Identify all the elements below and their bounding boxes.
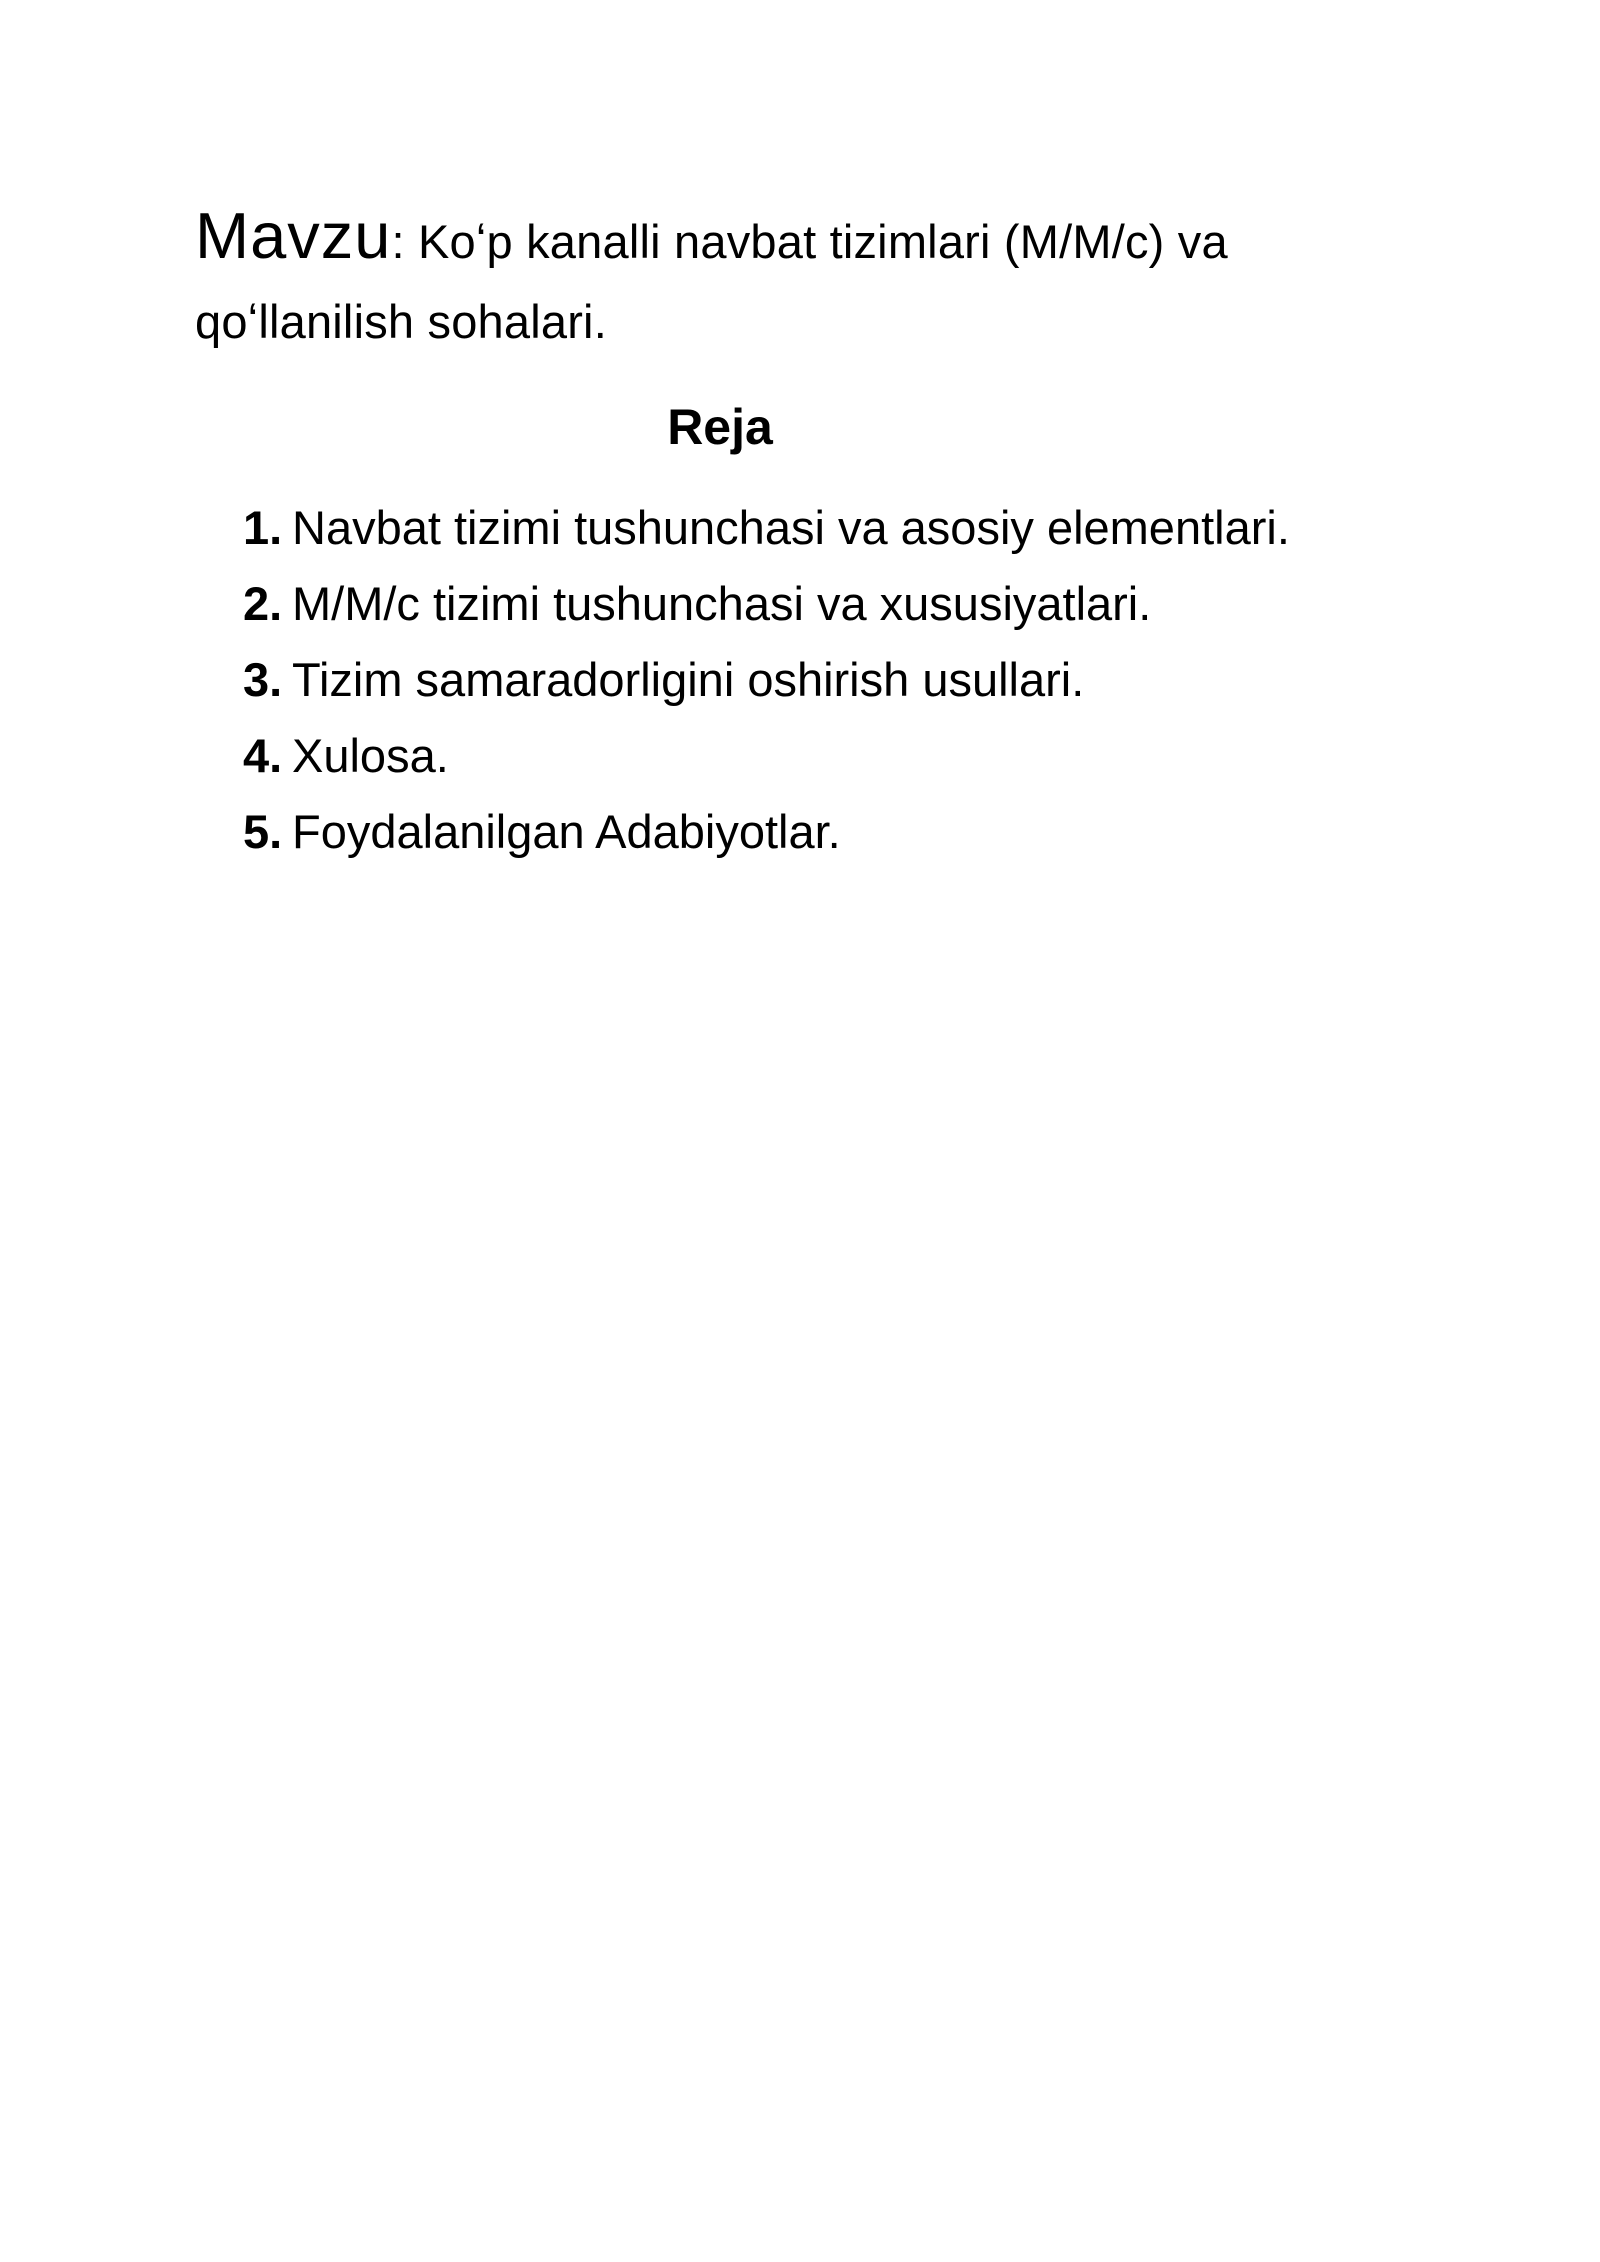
plan-item-number: 3. [243, 653, 283, 706]
plan-item-text: Xulosa. [292, 729, 449, 782]
plan-item-3 [243, 642, 1443, 718]
plan-item-text: Foydalanilgan Adabiyotlar. [292, 805, 841, 858]
plan-item-number: 1. [243, 501, 283, 554]
plan-item-number: 2. [243, 577, 283, 630]
topic-colon: : [391, 215, 418, 268]
plan-item-text: Tizim samaradorligini oshirish usullari. [292, 653, 1085, 706]
plan-item-number: 5. [243, 805, 283, 858]
topic-label: Mavzu [195, 199, 392, 272]
plan-list [243, 490, 1443, 870]
plan-item-text: Navbat tizimi tushunchasi va asosiy elementlari. [292, 501, 1290, 554]
topic-title [195, 196, 1415, 362]
plan-item-5 [243, 794, 1443, 870]
plan-item-4 [243, 718, 1443, 794]
plan-item-text: M/M/c tizimi tushunchasi va xususiyatlari. [292, 577, 1152, 630]
plan-item-2 [243, 566, 1443, 642]
plan-heading: Reja [667, 399, 773, 455]
topic-text: Koʻp kanalli navbat tizimlari (M/M/c) va qoʻllanilish sohalari. [195, 215, 1228, 348]
plan-item-number: 4. [243, 729, 283, 782]
plan-item-1 [243, 490, 1443, 566]
